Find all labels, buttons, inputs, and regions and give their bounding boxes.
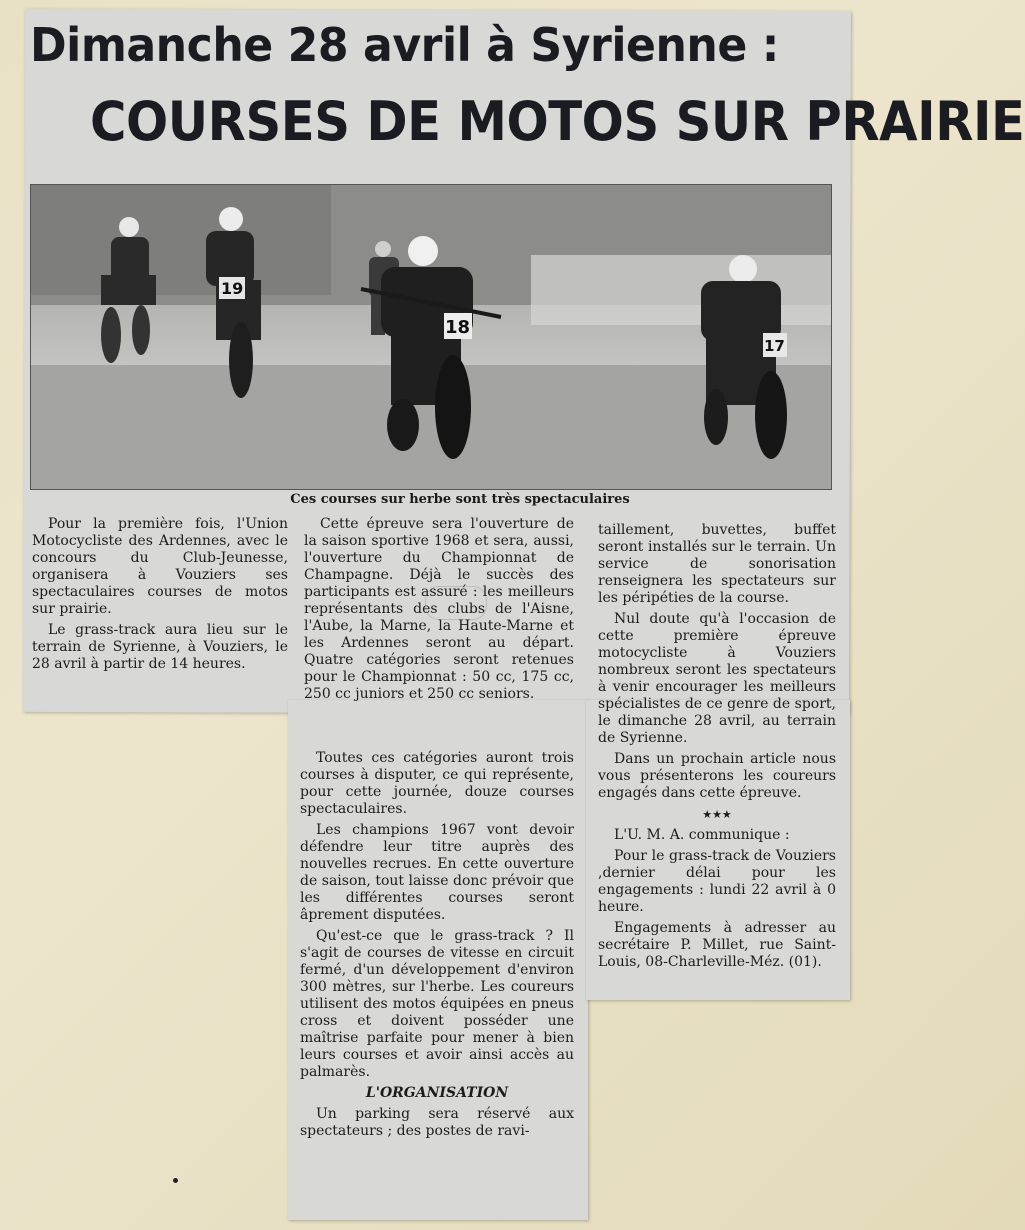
paragraph: Les champions 1967 vont devoir défendre leur titre auprès des nouvelles recrues. En cette ouverture de saison, tout laisse donc prévoir que les différentes courses seront âprement disputées. [300,822,574,923]
paragraph: Le grass-track aura lieu sur le terrain de Syrienne, à Vouziers, le 28 avril à partir de 14 heures. [32,622,288,672]
photo-illustration [31,185,831,489]
column-1 [32,516,288,677]
paragraph: Pour le grass-track de Vouziers ,dernier délai pour les engagements : lundi 22 avril à 0 heure. [598,848,836,915]
paragraph: Pour la première fois, l'Union Motocycliste des Ardennes, avec le concours du Club-Jeunesse, organisera à Vouziers ses spectaculaires courses de motos sur prairie. [32,516,288,617]
column-2-bottom [300,750,574,1144]
photo-caption: Ces courses sur herbe sont très spectaculaires [290,492,630,507]
paragraph: Nul doute qu'à l'occasion de cette première épreuve motocycliste à Vouziers nombreux seront les spectateurs à venir encourager les meilleurs spécialistes de ce genre de sport, le dimanche 28 avril, au terrain de Syrienne. [598,611,836,746]
headline-line-1: Dimanche 28 avril à Syrienne : [30,18,779,72]
uma-heading: L'U. M. A. communique : [614,827,790,843]
paragraph: Un parking sera réservé aux spectateurs ; des postes de ravi- [300,1106,574,1139]
signature: L'ORGANISATION [365,1085,509,1101]
ink-dot [173,1178,178,1183]
headline-line-2: COURSES DE MOTOS SUR PRAIRIE [90,90,1025,153]
race-photo [30,184,832,490]
paragraph: Qu'est-ce que le grass-track ? Il s'agit de courses de vitesse en circuit fermé, d'un développement d'environ 300 mètres, sur l'herbe. Les coureurs utilisent des motos équipées en pneus cross et doivent posséder une maîtrise parfaite pour mener à bien leurs courses et avoir ainsi accès au palmarès. [300,928,574,1080]
photo-number-19: 19 [221,279,244,298]
paragraph: taillement, buvettes, buffet seront installés sur le terrain. Un service de sonorisation renseignera les spectateurs sur les péripéties de la course. [598,522,836,606]
paragraph: Cette épreuve sera l'ouverture de la saison sportive 1968 et sera, aussi, l'ouverture du Championnat de Champagne. Déjà le succès des participants est assuré : les meilleurs représentants des clubs de l'Aisne, l'Aube, la Marne, la Haute-Marne et les Ardennes seront au départ. Quatre catégories seront retenues pour le Championnat : 50 cc, 175 cc, 250 cc juniors et 250 cc seniors. [304,516,574,702]
column-3 [598,522,836,975]
paragraph: Toutes ces catégories auront trois courses à disputer, ce qui représente, pour cette journée, douze courses spectaculaires. [300,750,574,817]
paragraph: Dans un prochain article nous vous présenterons les coureurs engagés dans cette épreuve. [598,751,836,801]
watermark-stamp [425,586,487,620]
photo-number-18: 18 [445,317,471,338]
paragraph: Engagements à adresser au secrétaire P. Millet, rue Saint-Louis, 08-Charleville-Méz. (01). [598,920,836,970]
stars-separator: ★★★ [702,808,732,821]
photo-number-17: 17 [764,337,785,355]
